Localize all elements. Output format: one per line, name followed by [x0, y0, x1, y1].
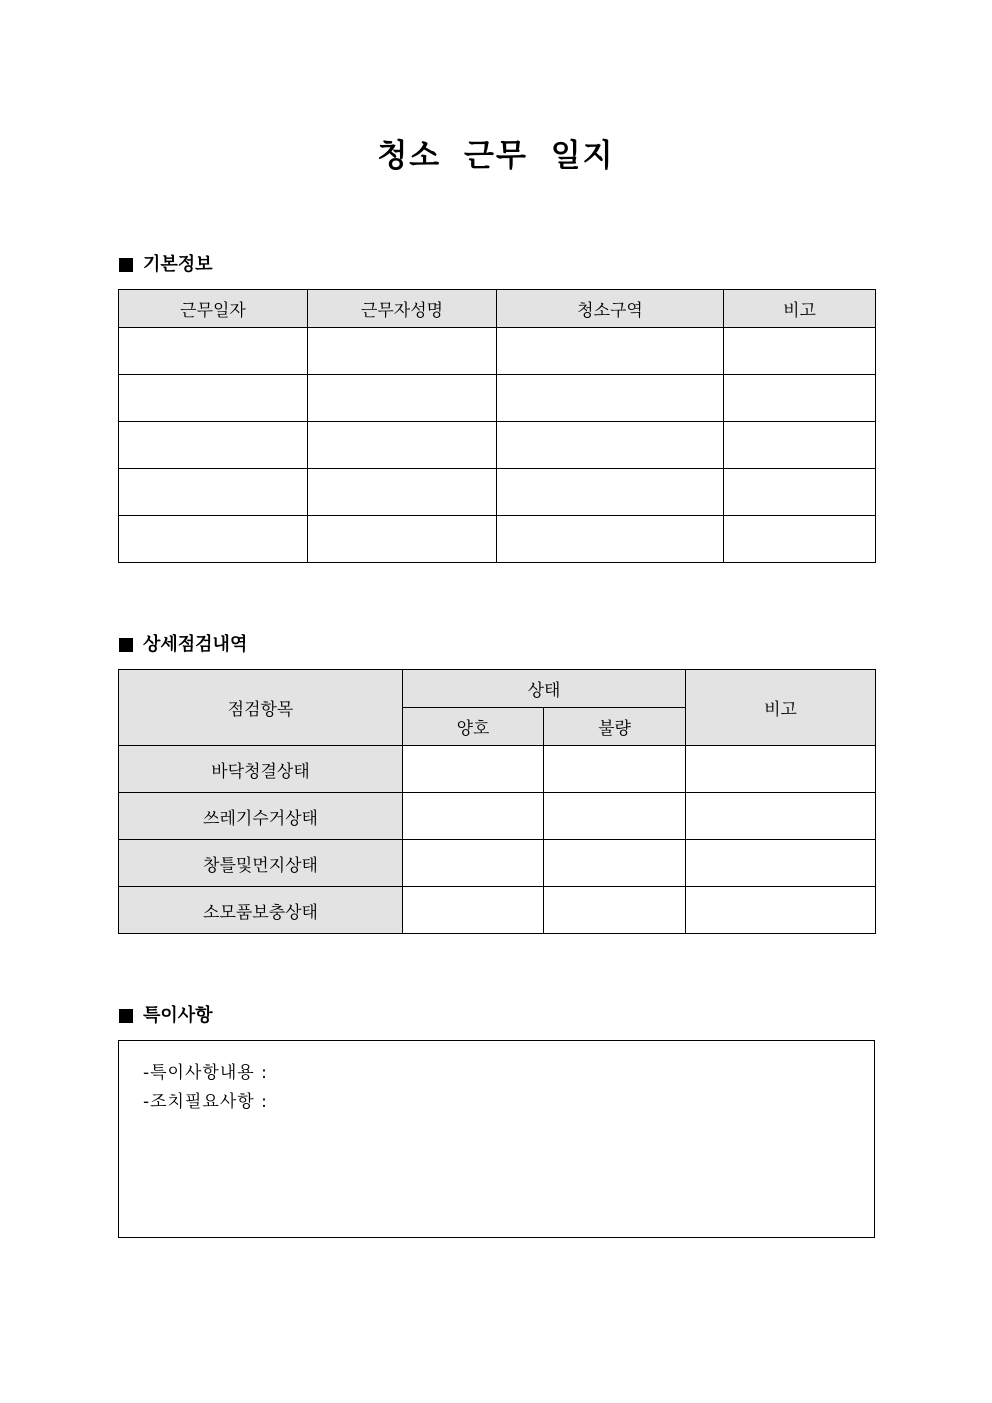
work-date-cell[interactable]	[119, 469, 308, 516]
column-header-worker-name: 근무자성명	[308, 290, 497, 328]
table-row	[119, 887, 876, 934]
table-row	[119, 840, 876, 887]
square-bullet-icon	[119, 1009, 133, 1023]
remarks-cell[interactable]	[724, 375, 876, 422]
inspection-item-label: 바닥청결상태	[119, 746, 403, 793]
remarks-cell[interactable]	[724, 328, 876, 375]
inspection-item-label: 쓰레기수거상태	[119, 793, 403, 840]
section-heading-label: 기본정보	[143, 254, 213, 275]
cleaning-area-cell[interactable]	[497, 516, 724, 563]
table-row	[119, 746, 876, 793]
basic-info-table	[118, 289, 876, 563]
cleaning-area-cell[interactable]	[497, 469, 724, 516]
column-header-bad: 불량	[544, 708, 686, 746]
table-row	[119, 469, 876, 516]
cleaning-area-cell[interactable]	[497, 375, 724, 422]
column-header-status: 상태	[403, 670, 686, 708]
section-heading-label: 특이사항	[143, 1005, 213, 1026]
special-notes-box[interactable]	[118, 1040, 875, 1238]
remarks-cell[interactable]	[724, 469, 876, 516]
page-title: 청소 근무 일지	[377, 138, 615, 174]
section-heading-label: 상세점검내역	[143, 634, 248, 655]
column-header-good: 양호	[403, 708, 544, 746]
worker-name-cell[interactable]	[308, 516, 497, 563]
remarks-cell[interactable]	[686, 887, 876, 934]
bad-check-cell[interactable]	[544, 793, 686, 840]
inspection-table	[118, 669, 876, 934]
remarks-cell[interactable]	[686, 746, 876, 793]
inspection-item-label: 소모품보충상태	[119, 887, 403, 934]
table-row	[119, 793, 876, 840]
work-date-cell[interactable]	[119, 422, 308, 469]
good-check-cell[interactable]	[403, 793, 544, 840]
column-header-remarks: 비고	[686, 670, 876, 746]
worker-name-cell[interactable]	[308, 422, 497, 469]
notes-action-line: -조치필요사항 :	[143, 1092, 268, 1112]
good-check-cell[interactable]	[403, 840, 544, 887]
bad-check-cell[interactable]	[544, 887, 686, 934]
cleaning-area-cell[interactable]	[497, 328, 724, 375]
table-row	[119, 422, 876, 469]
worker-name-cell[interactable]	[308, 328, 497, 375]
section-heading-special-notes	[119, 1004, 213, 1028]
work-date-cell[interactable]	[119, 328, 308, 375]
remarks-cell[interactable]	[724, 422, 876, 469]
work-date-cell[interactable]	[119, 516, 308, 563]
bad-check-cell[interactable]	[544, 746, 686, 793]
bad-check-cell[interactable]	[544, 840, 686, 887]
square-bullet-icon	[119, 258, 133, 272]
column-header-cleaning-area: 청소구역	[497, 290, 724, 328]
cleaning-area-cell[interactable]	[497, 422, 724, 469]
column-header-work-date: 근무일자	[119, 290, 308, 328]
worker-name-cell[interactable]	[308, 375, 497, 422]
square-bullet-icon	[119, 638, 133, 652]
inspection-item-label: 창틀및먼지상태	[119, 840, 403, 887]
remarks-cell[interactable]	[686, 840, 876, 887]
table-header-row	[119, 670, 876, 708]
table-row	[119, 375, 876, 422]
good-check-cell[interactable]	[403, 746, 544, 793]
column-header-remarks: 비고	[724, 290, 876, 328]
section-heading-inspection	[119, 633, 247, 657]
worker-name-cell[interactable]	[308, 469, 497, 516]
work-date-cell[interactable]	[119, 375, 308, 422]
notes-content-line: -특이사항내용 :	[143, 1063, 268, 1083]
section-heading-basic-info	[119, 253, 213, 277]
table-header-row	[119, 290, 876, 328]
good-check-cell[interactable]	[403, 887, 544, 934]
remarks-cell[interactable]	[724, 516, 876, 563]
column-header-inspection-item: 점검항목	[119, 670, 403, 746]
table-row	[119, 328, 876, 375]
remarks-cell[interactable]	[686, 793, 876, 840]
table-row	[119, 516, 876, 563]
